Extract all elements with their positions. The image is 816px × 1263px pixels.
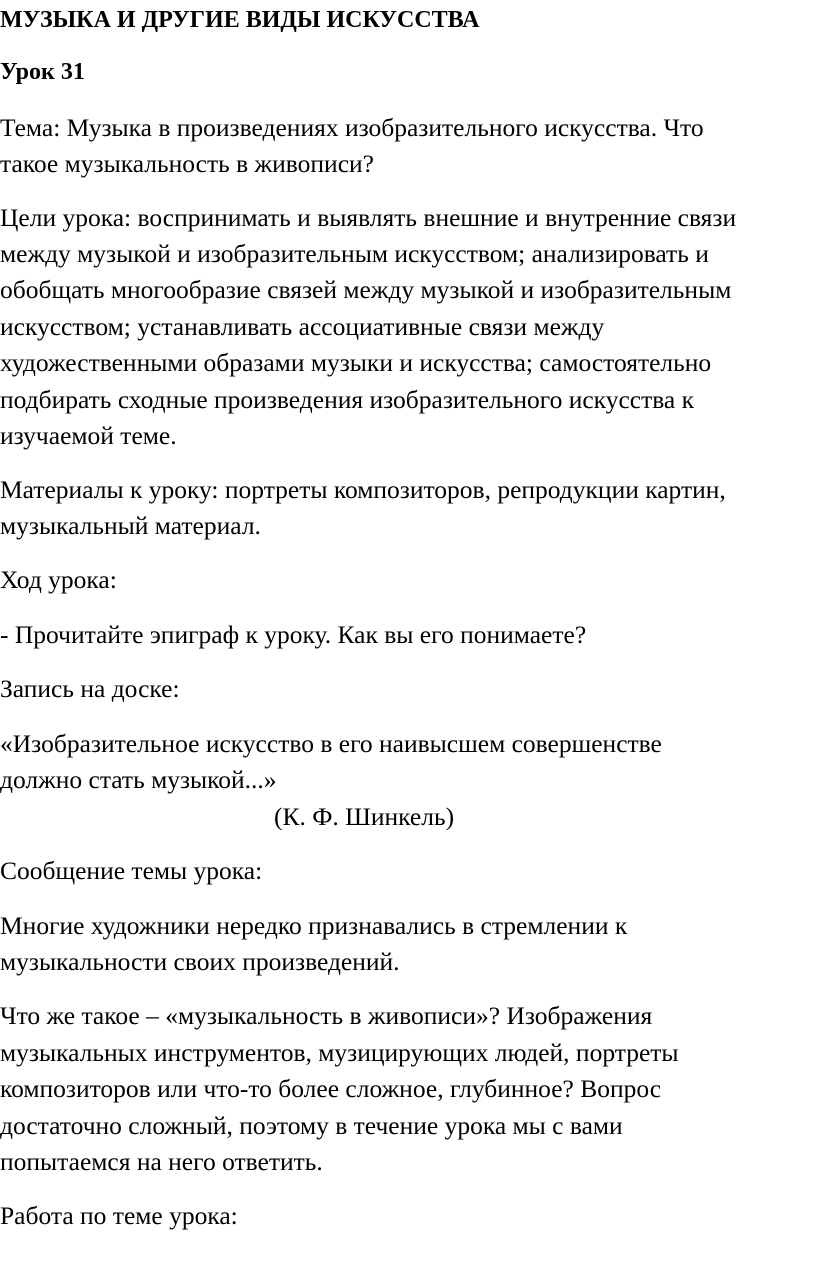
- artists-line: музыкальности своих произведений.: [0, 947, 400, 976]
- artists-line: Многие художники нередко признавались в стремлении к: [0, 911, 628, 940]
- goals-line: искусством; устанавливать ассоциативные связи между: [0, 312, 605, 341]
- musicality-line: попытаемся на него ответить.: [0, 1147, 323, 1176]
- lesson-flow-label: Ход урока:: [0, 565, 117, 594]
- materials-line: музыкальный материал.: [0, 511, 261, 540]
- goals-line: изучаемой теме.: [0, 421, 177, 450]
- goals-line: Цели урока: воспринимать и выявлять внешние и внутренние связи: [0, 203, 737, 232]
- topic-message-label: Сообщение темы урока:: [0, 856, 263, 885]
- goals-line: художественными образами музыки и искусства; самостоятельно: [0, 348, 712, 377]
- materials-line: Материалы к уроку: портреты композиторов, репродукции картин,: [0, 475, 726, 504]
- goals-line: подбирать сходные произведения изобразительного искусства к: [0, 385, 695, 414]
- musicality-line: композиторов или что-то более сложное, глубинное? Вопрос: [0, 1074, 662, 1103]
- topic-line: Тема: Музыка в произведениях изобразительного искусства. Что: [0, 113, 704, 142]
- work-on-topic-label: Работа по теме урока:: [0, 1201, 238, 1230]
- epigraph-line: должно стать музыкой...»: [0, 765, 277, 794]
- goals-line: обобщать многообразие связей между музыкой и изобразительным: [0, 275, 732, 304]
- musicality-line: Что же такое – «музыкальность в живописи»? Изображения: [0, 1001, 653, 1030]
- epigraph-question: - Прочитайте эпиграф к уроку. Как вы его понимаете?: [0, 620, 587, 649]
- epigraph-author: (К. Ф. Шинкель): [274, 802, 455, 831]
- document-heading: МУЗЫКА И ДРУГИЕ ВИДЫ ИСКУССТВА: [0, 7, 480, 33]
- goals-line: между музыкой и изобразительным искусством; анализировать и: [0, 239, 709, 268]
- epigraph-line: «Изобразительное искусство в его наивысшем совершенстве: [0, 729, 662, 758]
- topic-line: такое музыкальность в живописи?: [0, 149, 374, 178]
- lesson-number: Урок 31: [0, 59, 85, 85]
- musicality-line: достаточно сложный, поэтому в течение урока мы с вами: [0, 1111, 623, 1140]
- board-note-label: Запись на доске:: [0, 674, 180, 703]
- musicality-line: музыкальных инструментов, музицирующих людей, портреты: [0, 1038, 679, 1067]
